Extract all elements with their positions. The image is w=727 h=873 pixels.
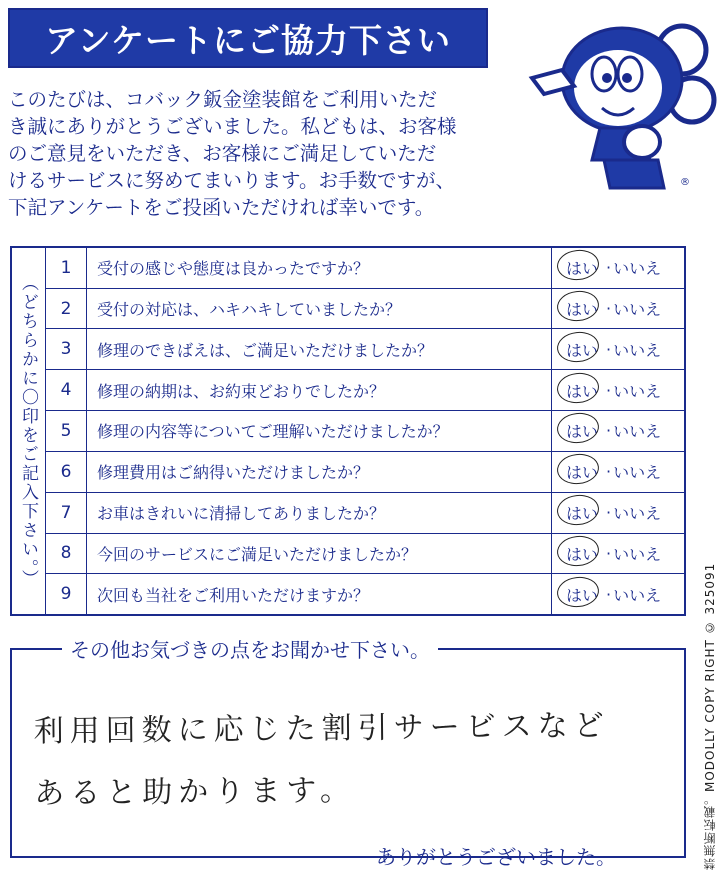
question-number: 7 xyxy=(46,492,87,533)
answer-yes-circled[interactable]: はい xyxy=(560,377,604,404)
separator-dot: · xyxy=(606,543,612,563)
answer-yes-circled[interactable]: はい xyxy=(560,295,604,322)
intro-line: けるサービスに努めてまいります。お手数ですが、 xyxy=(8,169,455,192)
intro-line: のご意見をいただき、お客様にご満足していただ xyxy=(8,142,437,165)
question-row xyxy=(46,288,684,329)
registered-mark: ® xyxy=(680,177,690,188)
question-text: 受付の感じや態度は良かったですか？ xyxy=(87,248,552,288)
answer-yes-circled[interactable]: はい xyxy=(560,581,604,608)
answer-no[interactable]: いいえ xyxy=(613,544,662,564)
question-number: 1 xyxy=(46,248,87,288)
answer-options xyxy=(552,248,685,288)
page-title: アンケートにご協力下さい xyxy=(44,20,452,60)
answer-no[interactable]: いいえ xyxy=(613,585,662,605)
answer-no[interactable]: いいえ xyxy=(613,504,662,524)
answer-options xyxy=(552,411,685,452)
intro-line: 下記アンケートをご投函いただければ幸いです。 xyxy=(8,196,435,219)
thank-you-text: ありがとうございました。 xyxy=(368,841,624,870)
separator-dot: · xyxy=(606,299,612,318)
comment-box xyxy=(10,638,686,869)
question-list xyxy=(46,248,684,614)
question-text: 今回のサービスにご満足いただけましたか？ xyxy=(87,533,552,574)
question-number: 3 xyxy=(46,329,87,370)
separator-dot: · xyxy=(606,380,612,400)
question-text: 受付の対応は、ハキハキしていましたか？ xyxy=(87,288,552,329)
question-number: 4 xyxy=(46,370,87,411)
intro-text xyxy=(8,86,528,221)
separator-dot: · xyxy=(606,339,612,359)
handwritten-line: あると助かります。 xyxy=(34,772,357,812)
answer-yes-circled[interactable]: はい xyxy=(560,499,604,526)
separator-dot: · xyxy=(606,421,612,441)
answer-options xyxy=(552,574,685,614)
question-row xyxy=(46,248,684,288)
question-row xyxy=(46,451,684,492)
question-number: 9 xyxy=(46,574,87,614)
question-text: お車はきれいに清掃してありましたか？ xyxy=(87,492,552,533)
comment-heading: その他お気づきの点をお聞かせ下さい。 xyxy=(62,634,438,663)
question-number: 8 xyxy=(46,533,87,574)
answer-no[interactable]: いいえ xyxy=(613,300,662,319)
question-row xyxy=(46,492,684,533)
separator-dot: · xyxy=(606,503,612,523)
answer-options xyxy=(552,288,685,329)
answer-options xyxy=(552,329,685,370)
answer-yes-circled[interactable]: はい xyxy=(560,458,604,485)
handwritten-comment xyxy=(33,695,674,826)
question-text: 修理のできばえは、ご満足いただけましたか？ xyxy=(87,329,552,370)
question-row xyxy=(46,411,684,452)
answer-no[interactable]: いいえ xyxy=(613,259,662,279)
answer-yes-circled[interactable]: はい xyxy=(560,540,604,567)
question-row xyxy=(46,533,684,574)
copyright-notice: 禁無断転載。MODOLLY COPY RIGHT © 325091 xyxy=(703,562,717,870)
answer-yes-circled[interactable]: はい xyxy=(560,336,604,363)
question-row xyxy=(46,370,684,411)
answer-no[interactable]: いいえ xyxy=(613,340,662,360)
intro-line: このたびは、コバック鈑金塗装館をご利用いただ xyxy=(8,88,438,111)
question-row xyxy=(46,329,684,370)
question-row xyxy=(46,574,684,614)
question-text: 修理費用はご納得いただけましたか？ xyxy=(87,451,552,492)
mascot-character-icon xyxy=(522,10,722,200)
question-text: 修理の納期は、お約束どおりでしたか？ xyxy=(87,370,552,411)
answer-yes-circled[interactable]: はい xyxy=(560,417,604,444)
answer-options xyxy=(552,533,685,574)
handwritten-line: 利用回数に応じた割引サービスなど xyxy=(33,708,610,750)
question-text: 次回も当社をご利用いただけますか？ xyxy=(87,574,552,614)
separator-dot: · xyxy=(606,462,612,482)
instruction-text: （どちらかに〇印をご記入下さい。） xyxy=(18,273,38,589)
answer-no[interactable]: いいえ xyxy=(613,463,662,483)
question-text: 修理の内容等についてご理解いただけましたか？ xyxy=(87,411,552,452)
answer-options xyxy=(552,370,685,411)
intro-line: き誠にありがとうございました。私どもは、お客様 xyxy=(8,115,457,138)
answer-options xyxy=(552,492,685,533)
answer-no[interactable]: いいえ xyxy=(613,381,662,401)
answer-yes-circled[interactable]: はい xyxy=(560,254,604,281)
question-number: 2 xyxy=(46,288,87,329)
instruction-note xyxy=(12,248,46,614)
title-banner xyxy=(8,8,488,68)
question-number: 6 xyxy=(46,451,87,492)
answer-options xyxy=(552,451,685,492)
answer-no[interactable]: いいえ xyxy=(613,422,662,442)
question-number: 5 xyxy=(46,411,87,452)
separator-dot: · xyxy=(606,584,612,604)
separator-dot: · xyxy=(606,258,612,278)
survey-table xyxy=(10,246,686,616)
